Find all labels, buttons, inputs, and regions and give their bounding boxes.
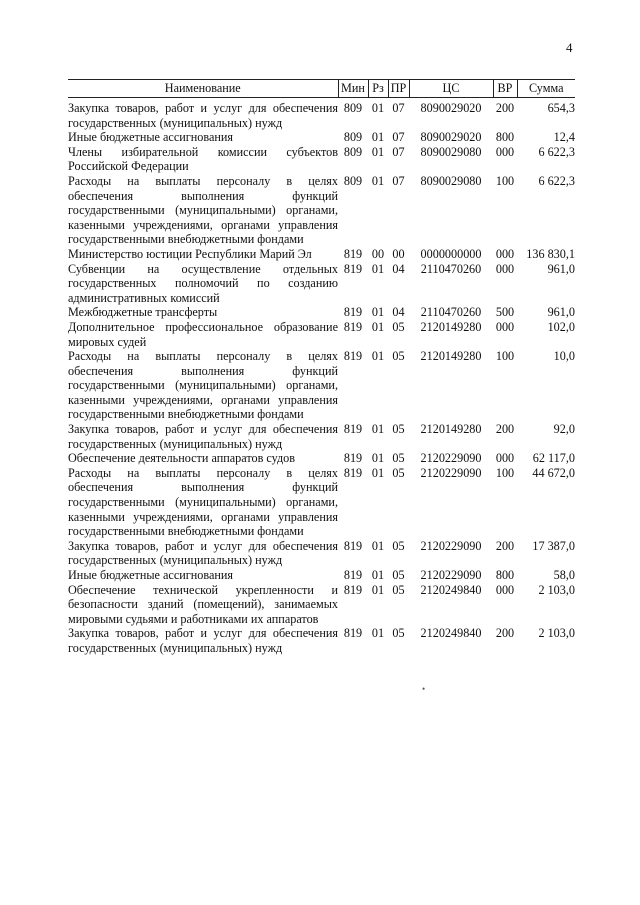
cell-vr: 800 xyxy=(495,130,515,145)
table-row xyxy=(68,320,575,349)
cell-name: Обеспечение технической укрепленности и безопасности зданий (помещений), занимаемых мировыми судьями и работниками их аппаратов xyxy=(68,582,338,626)
cell-rz: 01 xyxy=(371,626,385,641)
cell-rz: 01 xyxy=(371,465,385,480)
cell-pr: 07 xyxy=(392,173,405,188)
table-row xyxy=(68,349,575,422)
cell-cs: 8090029080 xyxy=(420,173,482,188)
cell-rz: 01 xyxy=(371,451,385,466)
cell-min: 809 xyxy=(343,130,363,145)
cell-vr: 500 xyxy=(495,305,515,320)
cell-vr: 000 xyxy=(495,451,515,466)
table-row xyxy=(68,305,575,320)
cell-vr: 000 xyxy=(495,144,515,159)
cell-name: Межбюджетные трансферты xyxy=(68,305,218,320)
cell-sum: 12,4 xyxy=(553,130,575,145)
table-row xyxy=(68,98,575,131)
cell-cs: 2120229090 xyxy=(420,538,482,553)
cell-min: 819 xyxy=(343,465,363,480)
cell-name: Расходы на выплаты персоналу в целях обеспечения выполнения функций государственными (муниципальными) органами, казенными учреждениями, органами управления государственными внебюджетными фондами xyxy=(68,349,338,422)
cell-rz: 01 xyxy=(371,130,385,145)
header-min: Мин xyxy=(338,80,368,98)
cell-min: 819 xyxy=(343,568,363,582)
header-cs: ЦС xyxy=(409,80,493,98)
page-number: 4 xyxy=(566,40,573,55)
table-row xyxy=(68,466,575,539)
cell-sum: 2 103,0 xyxy=(538,582,575,597)
header-pr: ПР xyxy=(388,80,409,98)
cell-sum: 44 672,0 xyxy=(532,465,575,480)
table-row xyxy=(68,174,575,247)
cell-sum: 2 103,0 xyxy=(538,626,575,641)
table-body xyxy=(68,98,575,656)
cell-sum: 654,3 xyxy=(547,101,575,115)
cell-name: Субвенции на осуществление отдельных государственных полномочий по созданию административных комиссий xyxy=(68,261,338,305)
cell-rz: 01 xyxy=(371,582,385,597)
cell-rz: 01 xyxy=(371,173,385,188)
table-row xyxy=(68,451,575,466)
cell-pr: 05 xyxy=(392,538,405,553)
cell-rz: 01 xyxy=(371,538,385,553)
cell-min: 819 xyxy=(343,626,363,641)
cell-pr: 04 xyxy=(392,305,405,320)
cell-min: 819 xyxy=(343,538,363,553)
cell-vr: 000 xyxy=(495,582,515,597)
cell-cs: 8090029020 xyxy=(420,101,482,115)
cell-rz: 00 xyxy=(371,246,385,261)
cell-pr: 05 xyxy=(392,451,405,466)
cell-cs: 2120229090 xyxy=(420,465,482,480)
cell-vr: 800 xyxy=(495,568,515,582)
table-row xyxy=(68,247,575,262)
table-row xyxy=(68,130,575,145)
cell-rz: 01 xyxy=(371,422,385,437)
cell-pr: 07 xyxy=(392,144,405,159)
cell-min: 809 xyxy=(343,101,363,115)
cell-name: Закупка товаров, работ и услуг для обеспечения государственных (муниципальных) нужд xyxy=(68,422,338,451)
cell-vr: 200 xyxy=(495,626,515,641)
cell-cs: 2120149280 xyxy=(420,422,482,437)
header-sum: Сумма xyxy=(517,80,575,98)
cell-cs: 2120149280 xyxy=(420,349,482,364)
cell-pr: 00 xyxy=(392,246,405,261)
cell-pr: 05 xyxy=(392,422,405,437)
cell-cs: 0000000000 xyxy=(420,246,482,261)
cell-rz: 01 xyxy=(371,101,385,115)
cell-name: Иные бюджетные ассигнования xyxy=(68,568,234,582)
cell-pr: 05 xyxy=(392,349,405,364)
cell-cs: 2120249840 xyxy=(420,582,482,597)
cell-min: 809 xyxy=(343,173,363,188)
cell-sum: 6 622,3 xyxy=(538,144,575,159)
cell-name: Закупка товаров, работ и услуг для обеспечения государственных (муниципальных) нужд xyxy=(68,538,338,568)
cell-pr: 07 xyxy=(392,101,405,115)
cell-pr: 05 xyxy=(392,626,405,641)
cell-sum: 58,0 xyxy=(553,568,575,582)
cell-sum: 92,0 xyxy=(553,422,575,437)
header-vr: ВР xyxy=(493,80,517,98)
cell-pr: 05 xyxy=(392,465,405,480)
cell-sum: 961,0 xyxy=(547,261,575,276)
cell-name: Расходы на выплаты персоналу в целях обеспечения выполнения функций государственными (муниципальными) органами, казенными учреждениями, органами управления государственными внебюджетными фондами xyxy=(68,465,338,539)
cell-pr: 05 xyxy=(392,568,405,582)
cell-min: 819 xyxy=(343,422,363,437)
stray-mark: • xyxy=(422,684,426,694)
cell-vr: 100 xyxy=(495,173,515,188)
cell-cs: 2120149280 xyxy=(420,319,482,334)
cell-vr: 000 xyxy=(495,319,515,334)
cell-min: 819 xyxy=(343,246,363,261)
cell-cs: 8090029080 xyxy=(420,144,482,159)
cell-cs: 2110470260 xyxy=(420,305,482,320)
cell-name: Дополнительное профессиональное образование мировых судей xyxy=(68,319,338,349)
table-header xyxy=(68,80,575,98)
table-row xyxy=(68,422,575,451)
cell-name: Расходы на выплаты персоналу в целях обеспечения выполнения функций государственными (муниципальными) органами, казенными учреждениями, органами управления государственными внебюджетными фондами xyxy=(68,173,338,247)
cell-cs: 2110470260 xyxy=(420,261,482,276)
table-row xyxy=(68,568,575,583)
cell-cs: 2120229090 xyxy=(420,568,482,582)
cell-min: 819 xyxy=(343,451,363,466)
cell-vr: 100 xyxy=(495,349,515,364)
cell-sum: 6 622,3 xyxy=(538,173,575,188)
budget-table xyxy=(68,79,575,656)
cell-rz: 01 xyxy=(371,319,385,334)
cell-cs: 2120249840 xyxy=(420,626,482,641)
header-name: Наименование xyxy=(68,80,338,98)
cell-pr: 05 xyxy=(392,319,405,334)
table-row xyxy=(68,262,575,306)
cell-rz: 01 xyxy=(371,144,385,159)
cell-sum: 17 387,0 xyxy=(532,538,575,553)
cell-vr: 200 xyxy=(495,101,515,115)
cell-sum: 62 117,0 xyxy=(532,451,575,466)
cell-min: 819 xyxy=(343,261,363,276)
cell-min: 819 xyxy=(343,582,363,597)
table-row xyxy=(68,145,575,174)
cell-min: 819 xyxy=(343,305,363,320)
cell-name: Иные бюджетные ассигнования xyxy=(68,130,234,145)
cell-pr: 05 xyxy=(392,582,405,597)
cell-min: 809 xyxy=(343,144,363,159)
cell-name: Обеспечение деятельности аппаратов судов xyxy=(68,451,296,466)
cell-rz: 01 xyxy=(371,349,385,364)
cell-min: 819 xyxy=(343,349,363,364)
cell-name: Министерство юстиции Республики Марий Эл xyxy=(68,246,312,261)
cell-cs: 2120229090 xyxy=(420,451,482,466)
cell-vr: 000 xyxy=(495,246,515,261)
cell-sum: 102,0 xyxy=(547,319,575,334)
cell-name: Закупка товаров, работ и услуг для обеспечения государственных (муниципальных) нужд xyxy=(68,101,338,130)
cell-sum: 10,0 xyxy=(553,349,575,364)
header-rz: Рз xyxy=(368,80,388,98)
cell-name: Закупка товаров, работ и услуг для обеспечения государственных (муниципальных) нужд xyxy=(68,626,338,655)
cell-sum: 961,0 xyxy=(547,305,575,320)
cell-min: 819 xyxy=(343,319,363,334)
cell-vr: 200 xyxy=(495,538,515,553)
cell-pr: 04 xyxy=(392,261,405,276)
cell-vr: 200 xyxy=(495,422,515,437)
cell-cs: 8090029020 xyxy=(420,130,482,145)
cell-name: Члены избирательной комиссии субъектов Российской Федерации xyxy=(68,144,338,174)
cell-rz: 01 xyxy=(371,261,385,276)
cell-pr: 07 xyxy=(392,130,405,145)
cell-vr: 100 xyxy=(495,465,515,480)
cell-sum: 136 830,1 xyxy=(526,246,575,261)
table-row xyxy=(68,583,575,627)
cell-rz: 01 xyxy=(371,305,385,320)
cell-vr: 000 xyxy=(495,261,515,276)
table-row xyxy=(68,626,575,655)
table-row xyxy=(68,539,575,568)
cell-rz: 01 xyxy=(371,568,385,582)
